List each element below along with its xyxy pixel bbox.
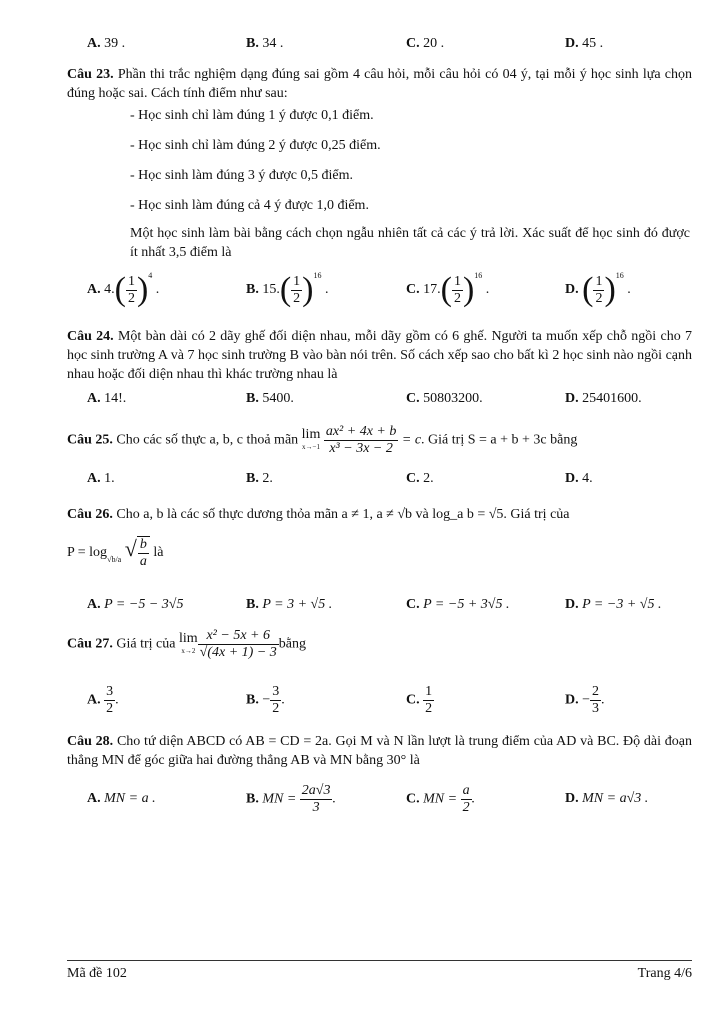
q26-option-d[interactable]: D. P = −3 + √5 . — [565, 597, 662, 612]
q22-option-a[interactable]: A. 39 . — [87, 36, 126, 51]
q23-option-d[interactable]: D. ( $\frac{1}{2}$ )$^{16}$ . — [565, 271, 631, 308]
q26-expression: $P = \log_{√b/a}$ √ $\frac{b}{a}$ là — [67, 536, 164, 569]
q22-option-b[interactable]: B. 34 . — [246, 36, 284, 51]
q26-option-b[interactable]: B. P = 3 + √5 . — [246, 597, 333, 612]
q25-option-d[interactable]: D. 4. — [565, 471, 593, 486]
q27-stem: Câu 27. Giá trị của lim x→2 $\frac{\text{x² − 5x + 6}}{√(4x + 1) - 3}$ bằng — [67, 628, 307, 660]
footer-page-number: Trang 4/6 — [637, 966, 692, 981]
q23-rule-3: - Học sinh làm đúng 3 ý được 0,5 điểm. — [130, 168, 354, 183]
q25-option-a[interactable]: A. 1. — [87, 471, 115, 486]
q28-option-c[interactable]: C. MN = $\frac{a}{2}$ . — [406, 783, 476, 815]
q24-option-a[interactable]: A. 14!. — [87, 391, 127, 406]
q25-stem: Câu 25. Cho các số thực a, b, c thoả mãn lim x→−1 $\frac{\text{ax² + 4x + b}}{\text{x³ − 3x − 2}}$ = c. Giá trị S = a + b + 3c bằng — [67, 424, 578, 456]
footer-exam-code: Mã đề 102 — [67, 966, 127, 981]
q24-stem: Câu 24. Một bàn dài có 2 dãy ghế đối diện nhau, mỗi dãy gồm có 6 ghế. Người ta muốn xếp chỗ ngồi cho 7 học sinh trường A và 7 học sinh trường B vào bàn nói trên. Số cách xếp sao cho bất kì 2 học sinh nào ngồi cạnh nhau hoặc đối diện nhau thì khác trường nhau là — [67, 329, 692, 382]
q23-rule-1: - Học sinh chỉ làm đúng 1 ý được 0,1 điểm. — [130, 108, 374, 123]
q24-option-d[interactable]: D. 25401600. — [565, 391, 642, 406]
q23-option-c[interactable]: C. 17.( $\frac{1}{2}$ )$^{16}$ . — [406, 271, 490, 308]
q28-option-b[interactable]: B. MN = $\frac{2a√3}{3}$ . — [246, 783, 336, 815]
q23-option-a[interactable]: A. 4.( $\frac{1}{2}$ )$^4$ . — [87, 271, 160, 308]
q27-option-c[interactable]: C. $\frac{1}{2}$ — [406, 684, 433, 716]
q24-option-c[interactable]: C. 50803200. — [406, 391, 483, 406]
q22-option-c[interactable]: C. 20 . — [406, 36, 445, 51]
q25-option-c[interactable]: C. 2. — [406, 471, 434, 486]
q27-option-d[interactable]: D. − $\frac{2}{3}$ . — [565, 684, 605, 716]
q28-option-a[interactable]: A. MN = a . — [87, 791, 156, 806]
q23-option-b[interactable]: B. 15.( $\frac{1}{2}$ )$^{16}$ . — [246, 271, 329, 308]
q23-rule-2: - Học sinh chỉ làm đúng 2 ý được 0,25 điểm. — [130, 138, 381, 153]
footer-divider — [67, 960, 692, 961]
q26-option-c[interactable]: C. P = −5 + 3√5 . — [406, 597, 510, 612]
q22-option-d[interactable]: D. 45 . — [565, 36, 604, 51]
q25-option-b[interactable]: B. 2. — [246, 471, 273, 486]
q27-option-a[interactable]: A. $\frac{3}{2}$ . — [87, 684, 119, 716]
q27-option-b[interactable]: B. − $\frac{3}{2}$ . — [246, 684, 285, 716]
q26-option-a[interactable]: A. P = −5 − 3√5 — [87, 597, 184, 612]
q23-question: Một học sinh làm bài bằng cách chọn ngẫu nhiên tất cả các ý trả lời. Xác suất để học sinh đó được ít nhất 3,5 điểm là — [130, 226, 690, 260]
q28-option-d[interactable]: D. MN = a√3 . — [565, 791, 649, 806]
q26-stem: Câu 26. Cho a, b là các số thực dương thỏa mãn a ≠ 1, a ≠ √b và log_a b = √5. Giá trị của — [67, 507, 570, 522]
q24-option-b[interactable]: B. 5400. — [246, 391, 294, 406]
q23-stem: Câu 23. Phần thi trắc nghiệm dạng đúng sai gồm 4 câu hỏi, mỗi câu hỏi có 04 ý, tại mỗi ý học sinh lựa chọn đúng hoặc sai. Cách tính điểm như sau: — [67, 67, 693, 101]
q28-stem: Câu 28. Cho tứ diện ABCD có AB = CD = 2a. Gọi M và N lần lượt là trung điểm của AD và BC. Độ dài đoạn thẳng MN để góc giữa hai đường thẳng AB và MN bằng 30° là — [67, 734, 693, 768]
q23-rule-4: - Học sinh làm đúng cả 4 ý được 1,0 điểm. — [130, 198, 369, 213]
